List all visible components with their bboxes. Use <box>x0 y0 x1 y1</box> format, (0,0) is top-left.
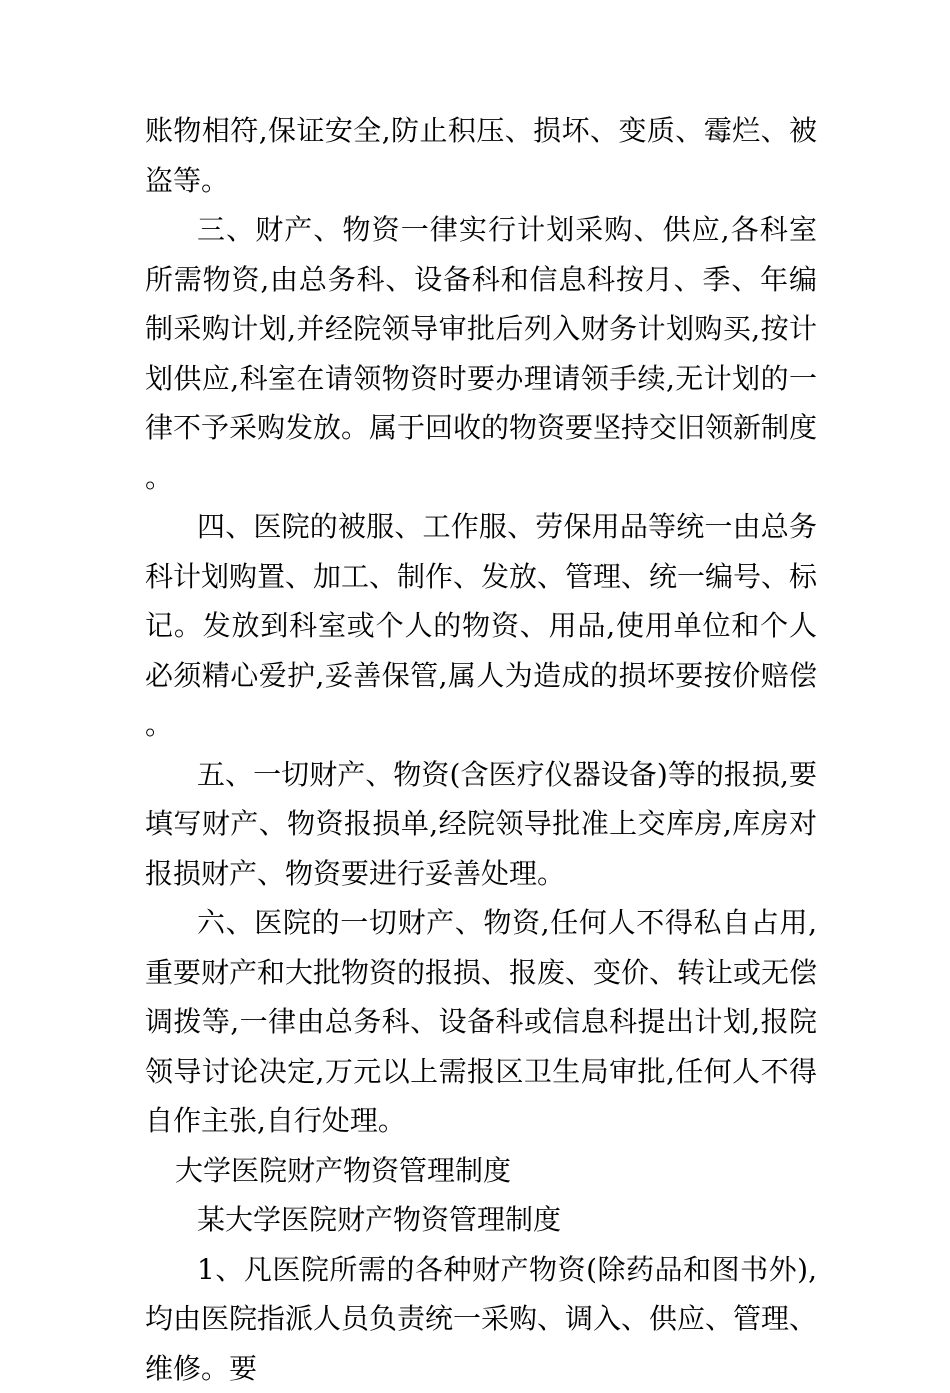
section-heading: 大学医院财产物资管理制度 <box>145 1146 817 1196</box>
document-body <box>145 106 817 1393</box>
paragraph-item-1: 1、凡医院所需的各种财产物资(除药品和图书外),均由医院指派人员负责统一采购、调入、供应、管理、维修。要 <box>145 1245 817 1393</box>
paragraph-item-4: 四、医院的被服、工作服、劳保用品等统一由总务科计划购置、加工、制作、发放、管理、统一编号、标记。发放到科室或个人的物资、用品,使用单位和个人必须精心爱护,妥善保管,属人为造成的损坏要按价赔偿。 <box>145 502 817 750</box>
section-subheading: 某大学医院财产物资管理制度 <box>145 1195 817 1245</box>
paragraph-continuation: 账物相符,保证安全,防止积压、损坏、变质、霉烂、被盗等。 <box>145 106 817 205</box>
paragraph-item-3: 三、财产、物资一律实行计划采购、供应,各科室所需物资,由总务科、设备科和信息科按月、季、年编制采购计划,并经院领导审批后列入财务计划购买,按计划供应,科室在请领物资时要办理请领手续,无计划的一律不予采购发放。属于回收的物资要坚持交旧领新制度。 <box>145 205 817 502</box>
paragraph-item-6: 六、医院的一切财产、物资,任何人不得私自占用,重要财产和大批物资的报损、报废、变价、转让或无偿调拨等,一律由总务科、设备科或信息科提出计划,报院领导讨论决定,万元以上需报区卫生局审批,任何人不得自作主张,自行处理。 <box>145 898 817 1146</box>
paragraph-item-5: 五、一切财产、物资(含医疗仪器设备)等的报损,要填写财产、物资报损单,经院领导批准上交库房,库房对报损财产、物资要进行妥善处理。 <box>145 750 817 899</box>
